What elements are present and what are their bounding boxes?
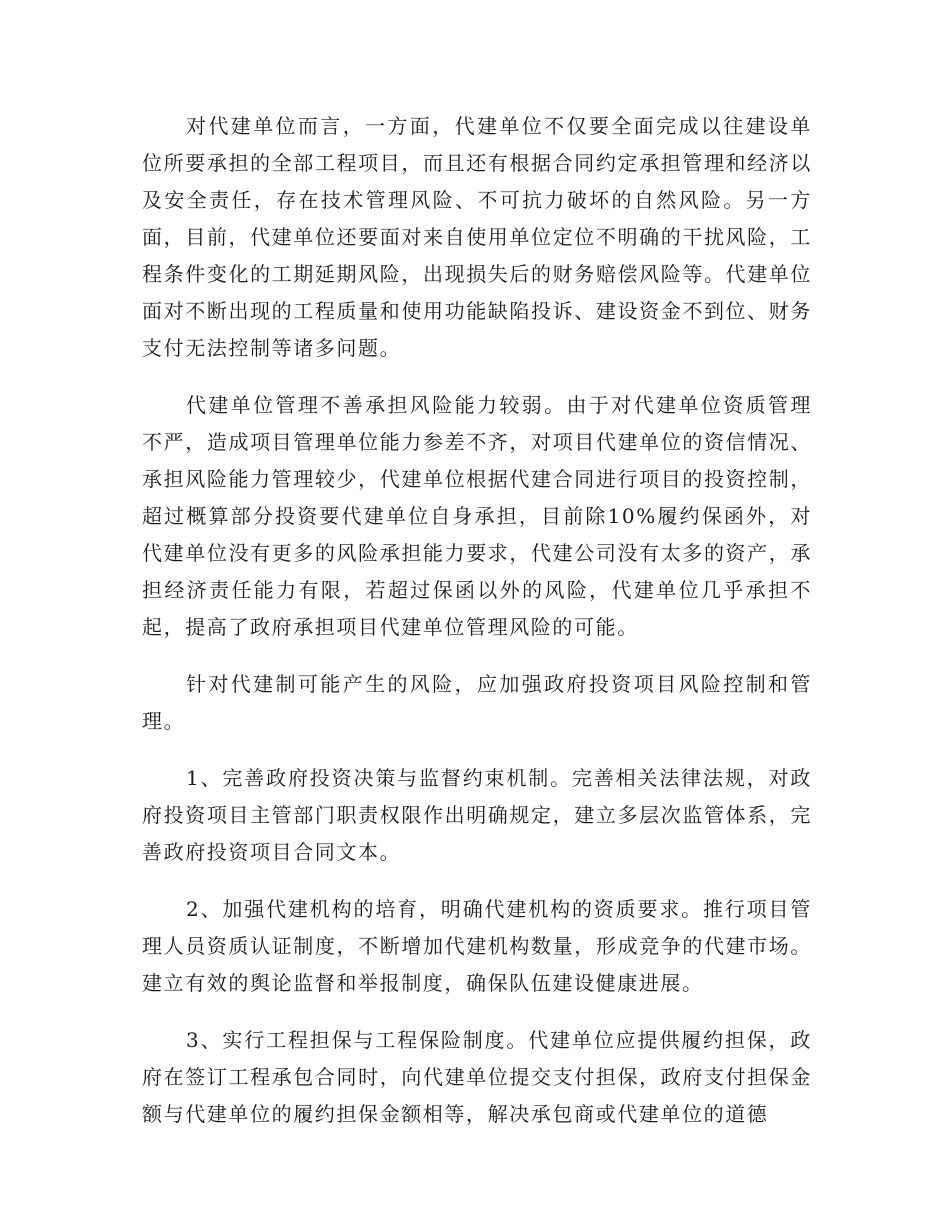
list-item-decision-supervision: 1、完善政府投资决策与监督约束机制。完善相关法律法规，对政府投资项目主管部门职责权限作出明确规定，建立多层次监管体系，完善政府投资项目合同文本。	[142, 766, 812, 864]
list-item-guarantee-insurance: 3、实行工程担保与工程保险制度。代建单位应提供履约担保，政府在签订工程承包合同时，向代建单位提交支付担保，政府支付担保金额与代建单位的履约担保金额相等，解决承包商或代建单位的道德	[142, 1028, 812, 1126]
document-body	[142, 108, 812, 1153]
paragraph-risk-overview: 对代建单位而言，一方面，代建单位不仅要全面完成以往建设单位所要承担的全部工程项目，而且还有根据合同约定承担管理和经济以及安全责任，存在技术管理风险、不可抗力破坏的自然风险。另一方面，目前，代建单位还要面对来自使用单位定位不明确的干扰风险，工程条件变化的工期延期风险，出现损失后的财务赔偿风险等。代建单位面对不断出现的工程质量和使用功能缺陷投诉、建设资金不到位、财务支付无法控制等诸多问题。	[142, 114, 812, 360]
paragraph-weak-risk-capacity: 代建单位管理不善承担风险能力较弱。由于对代建单位资质管理不严，造成项目管理单位能力参差不齐，对项目代建单位的资信情况、承担风险能力管理较少，代建单位根据代建合同进行项目的投资控制，超过概算部分投资要代建单位自身承担，目前除10%履约保函外，对代建单位没有更多的风险承担能力要求，代建公司没有太多的资产，承担经济责任能力有限，若超过保函以外的风险，代建单位几乎承担不起，提高了政府承担项目代建单位管理风险的可能。	[142, 393, 812, 639]
paragraph-risk-control-intro: 针对代建制可能产生的风险，应加强政府投资项目风险控制和管理。	[142, 672, 812, 733]
list-item-agency-cultivation: 2、加强代建机构的培育，明确代建机构的资质要求。推行项目管理人员资质认证制度，不断增加代建机构数量，形成竞争的代建市场。建立有效的舆论监督和举报制度，确保队伍建设健康进展。	[142, 897, 812, 995]
